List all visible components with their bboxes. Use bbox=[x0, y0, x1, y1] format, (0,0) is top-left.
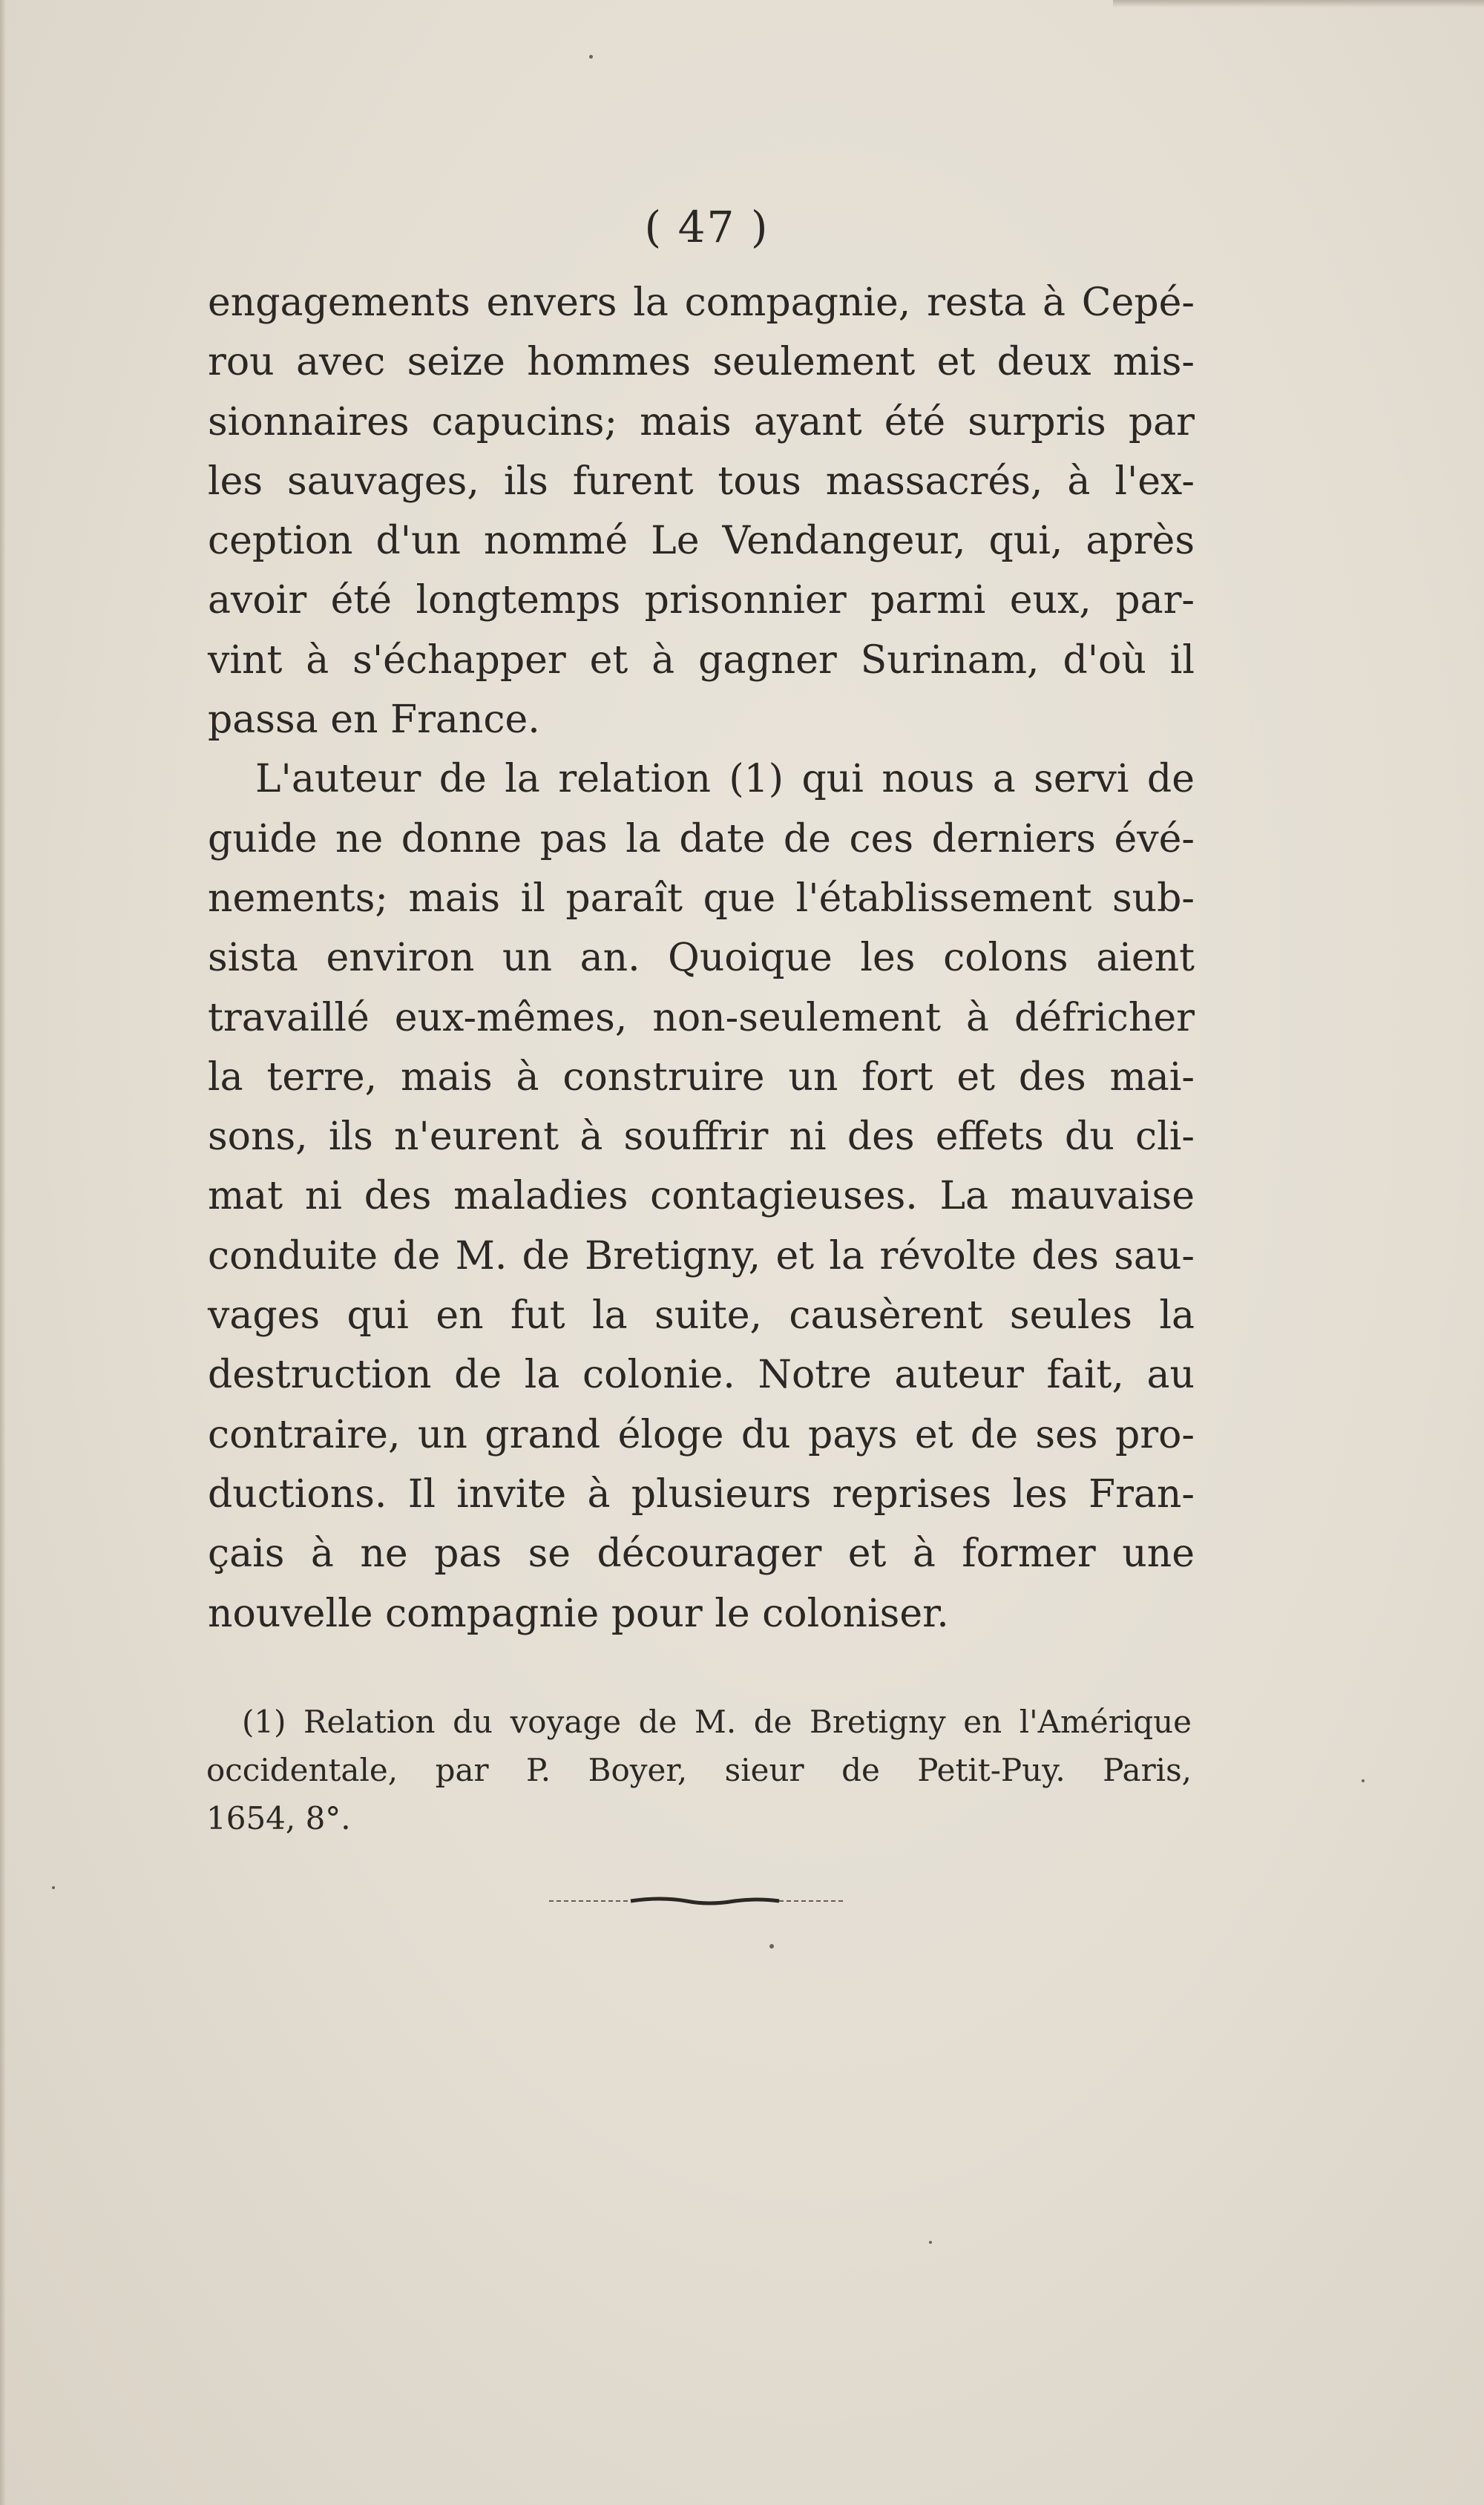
page-left-edge-shadow bbox=[0, 0, 6, 2505]
paper-speck bbox=[769, 1944, 774, 1948]
body-line: ception d'un nommé Le Vendangeur, qui, après bbox=[208, 519, 1195, 564]
paragraph-start-line: L'auteur de la relation (1) qui nous a servi de bbox=[255, 757, 1195, 802]
body-line: travaillé eux-mêmes, non-seulement à défricher bbox=[208, 995, 1195, 1040]
body-line: contraire, un grand éloge du pays et de ses pro- bbox=[208, 1412, 1195, 1457]
body-line: nouvelle compagnie pour le coloniser. bbox=[208, 1591, 949, 1636]
body-line: vages qui en fut la suite, causèrent seules la bbox=[208, 1293, 1195, 1339]
body-line: çais à ne pas se décourager et à former une bbox=[208, 1531, 1195, 1577]
paper-speck bbox=[52, 1886, 55, 1889]
body-line: les sauvages, ils furent tous massacrés, à l'ex- bbox=[208, 459, 1195, 504]
page-top-edge-shadow bbox=[1113, 0, 1484, 7]
body-line: rou avec seize hommes seulement et deux mis- bbox=[208, 340, 1195, 385]
body-line: avoir été longtemps prisonnier parmi eux, par- bbox=[208, 578, 1195, 623]
paper-speck bbox=[1362, 1779, 1365, 1782]
paper-speck bbox=[589, 55, 593, 59]
body-line: nements; mais il paraît que l'établissement sub- bbox=[208, 876, 1195, 921]
ornament-rule bbox=[549, 1894, 846, 1908]
body-line: passa en France. bbox=[208, 697, 540, 743]
body-text bbox=[208, 273, 1195, 1644]
body-line: conduite de M. de Bretigny, et la révolte des sau- bbox=[208, 1233, 1195, 1278]
body-line: sista environ un an. Quoique les colons aient bbox=[208, 936, 1195, 981]
footnote-line: 1654, 8°. bbox=[206, 1800, 351, 1836]
body-line: ductions. Il invite à plusieurs reprises les Fran- bbox=[208, 1471, 1195, 1517]
body-line: destruction de la colonie. Notre auteur fait, au bbox=[208, 1353, 1195, 1398]
body-line: mat ni des maladies contagieuses. La mauvaise bbox=[208, 1174, 1195, 1219]
footnote bbox=[206, 1698, 1192, 1842]
body-line: la terre, mais à construire un fort et des mai- bbox=[208, 1054, 1195, 1100]
body-line: guide ne donne pas la date de ces derniers évé- bbox=[208, 816, 1195, 861]
body-line: sionnaires capucins; mais ayant été surpris par bbox=[208, 399, 1195, 444]
body-line: sons, ils n'eurent à souffrir ni des effets du cli- bbox=[208, 1114, 1195, 1160]
page-number: ( 47 ) bbox=[644, 202, 769, 252]
body-line: engagements envers la compagnie, resta à Cepé- bbox=[208, 280, 1195, 325]
footnote-line: (1) Relation du voyage de M. de Bretigny en l'Amérique bbox=[242, 1704, 1192, 1740]
paper-speck bbox=[929, 2241, 932, 2244]
body-line: vint à s'échapper et à gagner Surinam, d'où il bbox=[208, 637, 1195, 683]
footnote-line: occidentale, par P. Boyer, sieur de Petit-Puy. Paris, bbox=[206, 1752, 1192, 1788]
